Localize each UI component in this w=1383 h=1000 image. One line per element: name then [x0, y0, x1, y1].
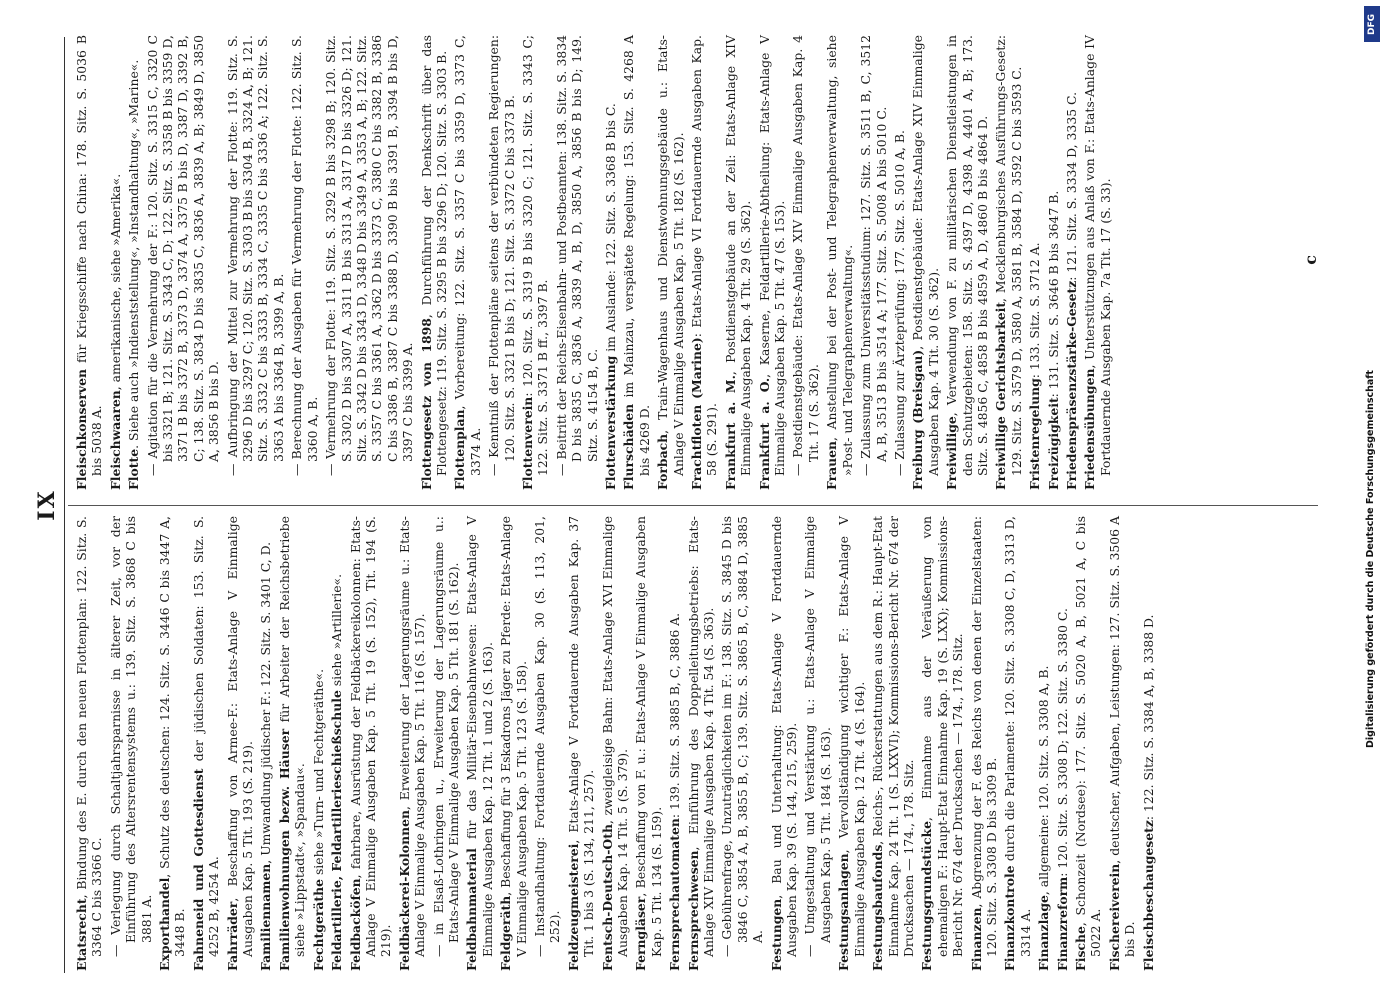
entry-keyword: Fahrräder	[224, 901, 240, 971]
entry-reference: , Train-Wagenhaus und Dienstwohnungsgebäude u.: Etats-Anlage V Einmalige Ausgaben Kap. 5 Tit. 182 (S. 162).	[655, 35, 686, 476]
entry-reference: Berechnung der Ausgaben für Vermehrung der Flotte: 122. Sitz. S. 3360 A, B.	[289, 35, 320, 462]
index-entry	[464, 516, 495, 971]
index-entry	[870, 516, 916, 971]
entry-keyword: Freiburg (Breisgau)	[910, 349, 926, 490]
entry-keyword: Fernsprechwesen	[685, 850, 701, 971]
index-entry	[892, 35, 907, 490]
entry-keyword: Freizügigkeit	[1045, 397, 1061, 490]
entry-reference: , Anstellung bei der Post- und Telegraphenverwaltung, siehe »Post- und Telegraphenverwaltung«.	[824, 35, 855, 476]
index-entry	[554, 35, 600, 490]
entry-reference: , Schonzeit (Nordsee): 177. Sitz. S. 5020 A, B, 5021 A, C bis 5022 A.	[1072, 516, 1104, 957]
index-entry	[621, 35, 652, 490]
entry-keyword: Etatsrecht	[74, 898, 89, 971]
entry-reference: Umgestaltung und Verstärkung u.: Etats-Anlage V Einmalige Ausgaben Kap. 5 Tit. 184 (S. 163).	[802, 516, 833, 943]
entry-reference: , zweigleisige Bahn: Etats-Anlage XVI Einmalige Ausgaben Kap. 14 Tit. 5 (S. 379).	[599, 516, 630, 957]
entry-reference: , allgemeine: 120. Sitz. S. 3308 A, B.	[1036, 665, 1052, 896]
entry-reference: : Etats-Anlage VI Fortdauernde Ausgaben Kap. 58 (S. 291).	[689, 35, 720, 476]
entry-reference: , Vorbereitung: 122. Sitz. S. 3357 C bis 3359 D, 3373 C, 3374 A.	[452, 35, 483, 476]
entry-keyword: Fischereiverein	[1106, 863, 1122, 971]
index-entry	[757, 35, 788, 490]
index-entry	[723, 35, 754, 490]
index-entry	[329, 516, 344, 971]
entry-reference: , Verwendung von F. zu militärischen Dienstleistungen in den Schutzgebieten: 158. Sitz. S. 4397 D, 4398 A, 4401 A, B; 173. Sitz. S. 4856 C, 4858 B bis 4859 A, D, 4860 B bis 4864 D.	[944, 35, 990, 476]
entry-keyword: Finanzkontrole	[1002, 865, 1018, 971]
index-entry	[225, 516, 256, 971]
entry-reference: Zulassung zum Universitätsstudium: 127. Sitz. S. 3511 B, C, 3512 A, B, 3513 B bis 3514 A; 177. Sitz. S. 5008 A bis 5010 C.	[858, 35, 889, 462]
index-entry	[769, 516, 800, 971]
entry-reference: Aufbringung der Mittel zur Vermehrung der Flotte: 119. Sitz. S. 3296 D bis 3297 C; 120. Sitz. S. 3303 B bis 3304 B, 3324 A, B; 121. Sitz. S. 3332 C bis 3333 B, 3334 C, 3335 C bis 3336 A; 122. Sitz. S. 3363 A bis 3364 B, 3399 A, B.	[224, 35, 286, 462]
entry-reference: siehe »Turn- und Fechtgeräthe«.	[310, 668, 326, 879]
entry-keyword: Exporthandel	[157, 877, 173, 971]
entry-reference: : 120. Sitz. S. 3308 D; 122. Sitz. S. 3380 C.	[1054, 608, 1070, 877]
index-entry	[323, 35, 415, 490]
header-rule	[64, 37, 65, 973]
entry-reference: , Kaserne, Feldartillerie-Abtheilung: Etats-Anlage V Einmalige Ausgaben Kap. 5 Tit. 47 (S. 153).	[756, 34, 788, 476]
entry-keyword: Flotte	[126, 448, 142, 490]
entry-reference: : 121. Sitz. S. 3334 D, 3335 C.	[1063, 91, 1079, 281]
entry-keyword: Finanzlage	[1036, 895, 1052, 971]
entry-reference: : 131. Sitz. S. 3646 B bis 3647 B.	[1045, 190, 1061, 398]
entry-reference: , Abgrenzung der F. des Reichs von denen der Einzelstaaten: 120. Sitz. S. 3308 D bis 3309 B.	[968, 516, 999, 957]
entry-reference: , Durchführung der Denkschrift über das Flottengesetz: 119. Sitz. S. 3295 B bis 3296 D; 120. Sitz. S. 3303 B.	[418, 35, 449, 476]
index-entry	[836, 516, 867, 971]
index-entry	[858, 35, 889, 490]
entry-reference: : 120. Sitz. S. 3319 B bis 3320 C; 121. Sitz. S. 3343 C; 122. Sitz. S. 3371 B ff., 3397 B.	[519, 35, 551, 476]
index-entry	[910, 35, 941, 490]
index-entry	[719, 516, 765, 971]
entry-reference: Agitation für die Vermehrung der F.: 120. Sitz. S. 3315 C, 3320 C bis 3321 B; 121. Sitz. S. 3343 C, D; 122. Sitz. S. 3358 B bis 3359 D, 3371 B bis 3372 B, 3373 D, 3374 A, 3375 B bis D, 3387 D, 3392 B, C; 138. Sitz. S. 3834 D bis 3835 C, 3836 A, 3839 A, B; 3849 D, 3850 A, 3856 B bis D.	[144, 35, 222, 462]
index-entry	[108, 35, 123, 490]
entry-reference: der jüdischen Soldaten: 153. Sitz. S. 4252 B, 4254 A.	[190, 515, 222, 957]
index-entry	[452, 35, 483, 490]
index-entry	[633, 516, 664, 971]
entry-reference: , Beschaffung von F. u.: Etats-Anlage V Einmalige Ausgaben Kap. 5 Tit. 134 (S. 159).	[633, 516, 664, 957]
dfg-logo: DFG	[1364, 6, 1380, 42]
entry-keyword: Feldartillerie, Feldartillerieschießschule	[329, 690, 345, 971]
entry-reference: , Schutz des deutschen: 124. Sitz. S. 3446 C bis 3447 A, 3448 B.	[157, 516, 188, 957]
entry-keyword: Fleischwaaren	[107, 390, 123, 490]
entry-keyword: Flottenverein	[519, 396, 535, 490]
index-entry	[225, 35, 287, 490]
entry-reference: Postdienstgebäude: Etats-Anlage XIV Einmalige Ausgaben Kap. 4 Tit. 17 (S. 362).	[790, 35, 821, 462]
entry-keyword: Finanzreform	[1054, 876, 1070, 971]
index-entry	[667, 516, 682, 971]
index-entry	[289, 35, 320, 490]
digitization-sidebar	[1361, 0, 1383, 1000]
entry-keyword: Forbach	[655, 433, 671, 490]
entry-reference: , Etats-Anlage V Fortdauernde Ausgaben Kap. 37 Tit. 1 bis 3 (S. 134, 211, 257).	[565, 516, 597, 957]
entry-reference: Zulassung zur Ärzteprüfung: 177. Sitz. S. 5010 A, B.	[891, 130, 907, 460]
entry-reference: durch die Parlamente: 120. Sitz. S. 3308 C, D, 3313 D, 3314 A.	[1002, 516, 1033, 957]
entry-reference: Vermehrung der Flotte: 119. Sitz. S. 3292 B bis 3298 B; 120. Sitz. S. 3302 D bis 3307 A, 3311 B bis 3313 A, 3317 D bis 3326 D; 121. Sitz. S. 3342 D bis 3343 D, 3348 D bis 3349 A, 3353 A, B; 122. Sitz. S. 3357 C bis 3361 A, 3362 D bis 3373 C, 3380 C bis 3382 B, 3386 C bis 3386 B, 3387 C bis 3388 D, 3390 B bis 3391 B, 3394 B bis D, 3397 C bis 3399 A.	[323, 35, 416, 462]
entry-reference: siehe »Artillerie«.	[329, 573, 345, 691]
entry-reference: , Unterstützungen aus Anlaß von F.: Etats-Anlage IV Fortdauernde Ausgaben Kap. 7a Tit. 17 (S. 33).	[1082, 35, 1113, 476]
entry-reference: , deutscher, Aufgaben, Leistungen: 127. Sitz. S. 3506 A bis D.	[1106, 516, 1138, 957]
entry-reference: für Kriegsschiffe nach China: 178. Sitz. S. 5036 B bis 5038 A.	[74, 35, 105, 476]
index-entry	[600, 516, 631, 971]
index-entry	[993, 35, 1024, 490]
entry-keyword: Fristenregelung	[1027, 378, 1043, 490]
entry-keyword: Feldzeugmeisterei	[565, 843, 581, 971]
entry-reference: in Elsaß-Lothringen u., Erweiterung der Lagerungsräume u.: Etats-Anlage V Einmalige Ausgaben Kap. 5 Tit. 181 (S. 162).	[430, 516, 461, 943]
index-entry	[1055, 516, 1070, 971]
index-entry	[157, 516, 188, 971]
entry-reference: Instandhaltung: Fortdauernde Ausgaben Kap. 30 (S. 113, 201, 252).	[531, 516, 563, 943]
entry-keyword: Flurschäden	[621, 403, 637, 490]
entry-reference: im Auslande: 122. Sitz. S. 3368 B bis C.	[603, 103, 618, 356]
entry-reference: , Bau und Unterhaltung: Etats-Anlage V Fortdauernde Ausgaben Kap. 39 (S. 144, 215, 259).	[768, 516, 800, 957]
entry-keyword: Ferngläser	[633, 896, 649, 971]
entry-keyword: Fleischkonserven	[74, 369, 89, 490]
index-entry	[686, 516, 717, 971]
index-entry	[603, 35, 618, 490]
entry-keyword: Feldbahnmaterial	[464, 848, 480, 971]
entry-reference: : 122. Sitz. S. 3384 A, B, 3388 D.	[1140, 614, 1156, 821]
entry-keyword: Fechtgeräthe	[310, 879, 326, 971]
entry-reference: : 139. Sitz. S. 3885 B, C, 3886 A.	[667, 612, 683, 819]
entry-reference: , Beschaffung von Armee-F.: Etats-Anlage V Einmalige Ausgaben Kap. 5 Tit. 193 (S. 219).	[224, 516, 256, 957]
entry-keyword: Fische	[1072, 926, 1088, 971]
entry-reference: , fahrbare, Ausrüstung der Feldbäckereikolonnen: Etats-Anlage V Einmalige Ausgaben Kap. 5 Tit. 19 (S. 152), Tit. 194 (S. 219).	[347, 516, 394, 957]
index-entry	[191, 516, 222, 971]
entry-reference: , Reichs-, Rückerstattungen aus dem R.: Haupt-Etat Einnahme Kap. 24 Tit. 1 (S. LXXVI); Kommissions-Bericht Nr. 674 der Drucksachen — 174., 178. Sitz.	[870, 516, 916, 957]
entry-keyword: Freiwillige	[944, 416, 960, 490]
entry-keyword: Flottenplan	[452, 409, 468, 490]
index-entry	[277, 516, 308, 971]
index-entry	[1107, 516, 1138, 971]
entry-keyword: Frankfurt a. M.	[722, 375, 738, 490]
entry-reference: : 133. Sitz. S. 3712 A.	[1027, 242, 1043, 379]
entry-keyword: Frachtfloten (Marine)	[689, 337, 705, 490]
index-entry	[74, 35, 105, 490]
index-column-left	[74, 516, 1159, 971]
index-entry	[1027, 35, 1042, 490]
entry-reference: . Siehe auch »Indienststellung«, »Instandhaltung«, »Marine«.	[126, 59, 142, 449]
entry-reference: , Erweiterung der Lagerungsräume u.: Etats-Anlage V Einmalige Ausgaben Kap. 5 Tit. 116 (S. 157).	[396, 516, 428, 957]
index-entry	[689, 35, 720, 490]
index-entry	[74, 516, 105, 971]
index-entry	[348, 516, 394, 971]
index-entry	[258, 516, 273, 971]
entry-reference: im Mainzau, verspätete Regelung: 153. Sitz. S. 4268 A bis 4269 D.	[621, 35, 652, 476]
index-entry	[1002, 516, 1033, 971]
entry-keyword: Fleischbeschaugesetz	[1140, 820, 1156, 971]
entry-keyword: Festungsbaufonds	[870, 844, 886, 971]
index-entry	[566, 516, 597, 971]
index-entry	[790, 35, 821, 490]
entry-reference: , Einnahme aus der Veräußerung von ehemaligen F.: Haupt-Etat Einnahme Kap. 19 (S. LXX); Kommissions-Bericht Nr. 674 der Drucksachen — 174., 178. Sitz.	[919, 516, 966, 957]
index-entry	[311, 516, 326, 971]
entry-keyword: Flottengesetz von 1898	[418, 318, 434, 490]
index-entry	[532, 516, 563, 971]
index-entry	[944, 35, 990, 490]
index-entry	[145, 35, 222, 490]
entry-reference: , Postdienstgebäude an der Zeil: Etats-Anlage XIV Einmalige Ausgaben Kap. 4 Tit. 29 (S. 362).	[722, 35, 754, 476]
index-entry	[824, 35, 855, 490]
index-entry	[919, 516, 965, 971]
entry-reference: Beitritt der Reichs-Eisenbahn- und Postbeamten: 138. Sitz. S. 3834 D bis 3835 C, 3836 A, 3839 A, B, D, 3850 A, 3856 B bis D; 149. Sitz. S. 4154 B, C.	[553, 35, 600, 462]
entry-reference: , Vervollständigung wichtiger F.: Etats-Anlage V Einmalige Ausgaben Kap. 12 Tit. 4 (S. 164).	[836, 516, 867, 957]
entry-reference: Gebührenfrage, Unzuträglichkeiten im F.: 138. Sitz. S. 3845 D bis 3846 C, 3854 A, B, 3855 B, C; 139. Sitz. S. 3865 B, C, 3884 D, 3885 A.	[719, 516, 766, 943]
entry-reference: Kenntniß der Flottenpläne seitens der verbündeten Regierungen: 120. Sitz. S. 3321 B bis D; 121. Sitz. S. 3372 C bis 3373 B.	[486, 35, 517, 462]
entry-keyword: Feldbacköfen	[347, 878, 363, 971]
index-entry	[1073, 516, 1104, 971]
index-entry	[1036, 516, 1051, 971]
entry-keyword: Friedensübungen	[1082, 368, 1098, 490]
column-divider	[68, 505, 1318, 506]
entry-keyword: Freiwillige Gerichtsbarkeit	[993, 301, 1009, 490]
index-entry	[1141, 516, 1156, 971]
index-entry	[969, 516, 1000, 971]
entry-keyword: Fentsch-Deutsch-Oth	[599, 824, 615, 971]
entry-reference: , Mecklenburgisches Ausführungs-Gesetz: 129. Sitz. S. 3579 D, 3580 A, 3581 B, 3584 D, 3592 C bis 3593 C.	[993, 35, 1024, 476]
index-entry	[486, 35, 517, 490]
entry-keyword: Flottenverstärkung	[603, 355, 618, 490]
index-entry	[1046, 35, 1061, 490]
index-entry	[655, 35, 686, 490]
index-column-right	[74, 35, 1116, 490]
index-entry	[431, 516, 462, 971]
signature-mark: c	[1301, 255, 1320, 265]
entry-keyword: Frauen	[824, 440, 840, 490]
entry-keyword: Feldbäckerei-Kolonnen	[396, 810, 412, 971]
index-entry	[1082, 35, 1113, 490]
index-entry	[397, 516, 428, 971]
entry-keyword: Fernsprechautomaten	[667, 818, 683, 971]
entry-reference: , Postdienstgebäude: Etats-Anlage XIV Einmalige Ausgaben Kap. 4 Tit. 30 (S. 362).	[910, 35, 941, 476]
entry-keyword: Familiennamen	[258, 863, 274, 971]
index-entry	[126, 35, 141, 490]
entry-keyword: Festungsanlagen	[836, 853, 852, 971]
entry-keyword: Festungsgrundstücke	[919, 821, 935, 971]
entry-keyword: Fahneneid und Gottesdienst	[190, 768, 206, 971]
index-entry	[1064, 35, 1079, 490]
index-entry	[419, 35, 450, 490]
page-number: IX	[34, 489, 60, 521]
entry-keyword: Familienwohnungen bezw. Häuser	[276, 728, 292, 971]
index-entry	[498, 516, 529, 971]
entry-reference: Verlegung durch Schaltjahrsparnisse in älterer Zeit, vor der Einführung des Altersrentensystems u.: 139. Sitz. S. 3868 C bis 3881 A.	[107, 516, 154, 943]
index-entry	[520, 35, 551, 490]
entry-reference: , Einführung des Doppelleitungsbetriebs: Etats-Anlage XIV Einmalige Ausgaben Kap. 4 Tit. 54 (S. 363).	[685, 516, 717, 957]
entry-keyword: Friedenspräsenzstärke-Gesetz	[1063, 280, 1079, 490]
entry-keyword: Festungen	[768, 898, 784, 971]
entry-reference: , Bindung des E. durch den neuen Flottenplan: 122. Sitz. S. 3364 C bis 3366 C.	[74, 516, 105, 957]
entry-keyword: Feldgeräth	[498, 895, 514, 971]
entry-reference: , Umwandlung jüdischer F.: 122. Sitz. S. 3401 C, D.	[258, 541, 274, 864]
entry-reference: für das Militär-Eisenbahnwesen: Etats-Anlage V Einmalige Ausgaben Kap. 12 Tit. 1 und 2 (S. 163).	[464, 516, 495, 957]
entry-reference: , amerikanische, siehe »Amerika«.	[107, 173, 123, 391]
entry-reference: für Arbeiter der Reichsbetriebe siehe »Lippstadt«, »Spandau«.	[276, 516, 308, 957]
entry-keyword: Finanzen	[968, 907, 984, 971]
entry-keyword: Frankfurt a. O.	[756, 377, 772, 490]
rotated-page	[28, 25, 1328, 985]
index-entry	[108, 516, 154, 971]
index-entry	[802, 516, 833, 971]
entry-reference: , Beschaffung für 3 Eskadrons Jäger zu Pferde: Etats-Anlage V Einmalige Ausgaben Kap. 5 Tit. 123 (S. 158).	[498, 516, 529, 957]
digitization-note: Digitalisierung gefördert durch die Deutsche Forschungsgemeinschaft	[1365, 370, 1376, 748]
